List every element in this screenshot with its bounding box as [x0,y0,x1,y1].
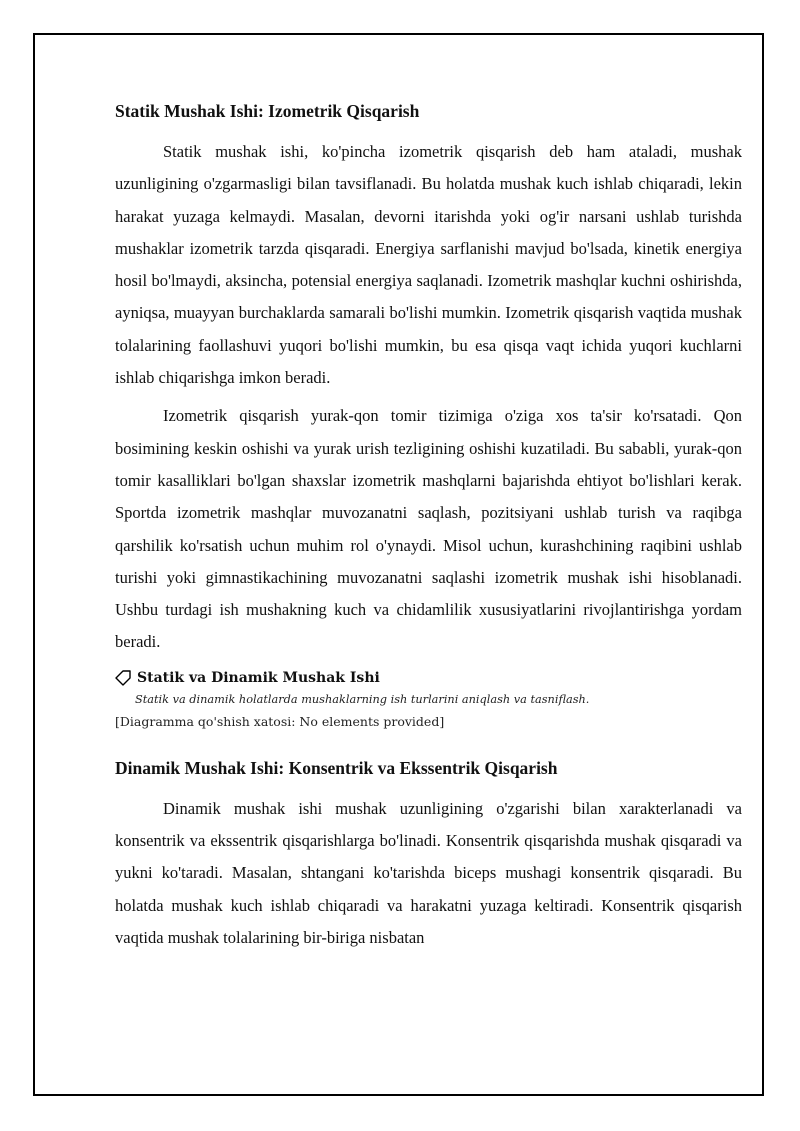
section-heading-static: Statik Mushak Ishi: Izometrik Qisqarish [115,101,420,121]
paragraph: Dinamik mushak ishi mushak uzunligining o'zgarishi bilan xarakterlanadi va konsentrik va ekssentrik qisqarishlarga bo'linadi. Konsentrik qisqarishda mushak qisqaradi va yukni ko'taradi. Masalan, shtangani ko'tarishda biceps mushagi konsentrik qisqaradi. Bu holatda mushak kuch ishlab chiqaradi va harakatni yuzaga keltiradi. Konsentrik qisqarish vaqtida mushak tolalarining bir-biriga nisbatan [115,798,742,947]
diagram-error-message: [Diagramma qo'shish xatosi: No elements provided] [115,713,445,729]
paragraph: Statik mushak ishi, ko'pincha izometrik qisqarish deb ham ataladi, mushak uzunligining o'zgarmasligi bilan tavsiflanadi. Bu holatda mushak kuch ishlab chiqaradi, lekin harakat yuzaga kelmaydi. Masalan, devorni itarishda yoki og'ir narsani ushlab turishda mushaklar izometrik tarzda qisqaradi. Energiya sarflanishi mavjud bo'lsada, kinetik energiya hosil bo'lmaydi, aksincha, potensial energiya saqlanadi. Izometrik mashqlar kuchni oshirishda, ayniqsa, muayyan burchaklarda samarali bo'lishi mumkin. Izometrik qisqarish vaqtida mushak tolalarining faollashuvi yuqori bo'lishi mumkin, bu esa qisqa vaqt ichida yuqori kuchlarni ishlab chiqarishga imkon beradi. [115,142,742,388]
diagram-caption: Statik va dinamik holatlarda mushaklarning ish turlarini aniqlash va tasniflash. [135,692,590,706]
diagram-title: Statik va Dinamik Mushak Ishi [137,669,380,686]
diagram-placeholder [115,667,742,733]
document-body [115,98,742,960]
tag-icon [115,670,131,686]
section-heading-dynamic: Dinamik Mushak Ishi: Konsentrik va Ekssentrik Qisqarish [115,757,558,778]
diagram-title-row [115,667,742,689]
paragraph: Izometrik qisqarish yurak-qon tomir tizimiga o'ziga xos ta'sir ko'rsatadi. Qon bosimining keskin oshishi va yurak urish tezligining oshishi kuzatiladi. Bu sababli, yurak-qon tomir kasalliklari bo'lgan shaxslar izometrik mashqlarni bajarishda ehtiyot bo'lishlari kerak. Sportda izometrik mashqlar muvozanatni saqlash, pozitsiyani ushlab turish va raqibga qarshilik ko'rsatish uchun muhim rol o'ynaydi. Misol uchun, kurashchining raqibini ushlab turishi yoki gimnastikachining muvozanatni saqlashi izometrik mushak ishi hisoblanadi. Ushbu turdagi ish mushakning kuch va chidamlilik xususiyatlarini rivojlantirishga yordam beradi. [115,406,742,652]
